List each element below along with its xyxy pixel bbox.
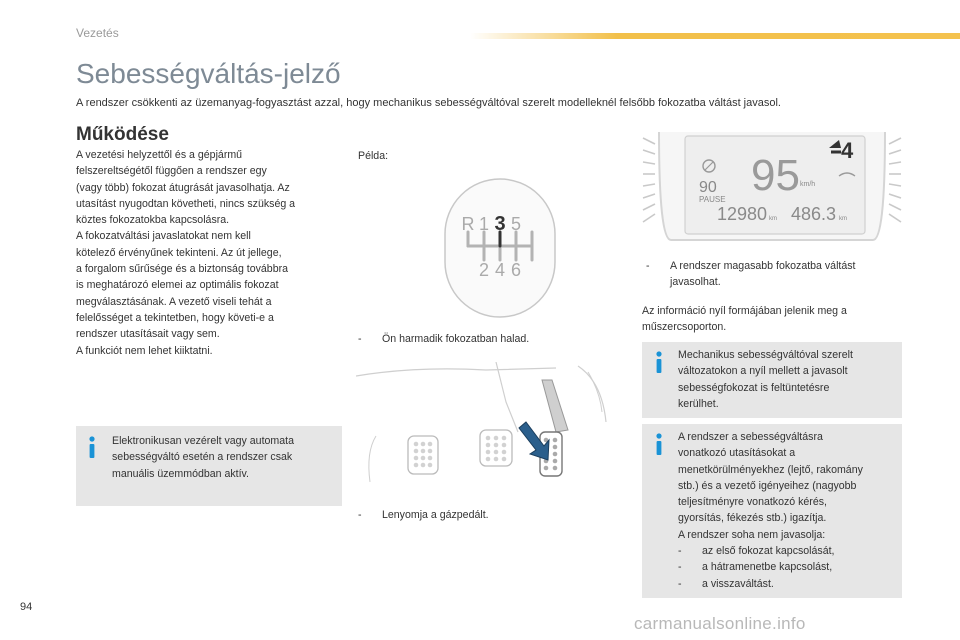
- note-line: manuális üzemmódban aktív.: [112, 467, 249, 480]
- operation-paragraph: [76, 147, 346, 359]
- note-line: Elektronikusan vezérelt vagy automata: [112, 435, 294, 447]
- step-text: - Lenyomja a gázpedált.: [358, 507, 588, 523]
- note-line: vonatkozó utasításokat a: [678, 447, 796, 460]
- paragraph-line: utasítást nyugodtan követheti, nincs szükség a: [76, 197, 296, 210]
- paragraph-line: műszercsoporton.: [642, 321, 727, 334]
- list-item: - az első fokozat kapcsolását,: [678, 543, 902, 559]
- list-item: - a hátramenetbe kapcsolást,: [678, 559, 902, 575]
- note-line: menetkörülményekhez (lejtő, rakomány: [678, 463, 863, 476]
- list-item: - a visszaváltást.: [678, 576, 902, 592]
- paragraph-line: a forgalom sűrűsége és a biztonság továbbra: [76, 263, 289, 276]
- cluster-odometer: 12980: [717, 204, 768, 224]
- note-line: A rendszer a sebességváltásra: [678, 431, 823, 443]
- info-note-automatic: [76, 426, 342, 506]
- gear-label-4: 4: [494, 260, 506, 280]
- gear-label-1: 1: [478, 214, 490, 234]
- paragraph-line: is meghatározó elemei az optimális fokozat: [76, 279, 279, 292]
- paragraph-line: Az információ nyíl formájában jelenik meg a: [642, 305, 847, 317]
- cluster-pause: PAUSE: [699, 195, 726, 204]
- paragraph-line: (vagy több) fokozat átugrását javasolhatja. Az: [76, 181, 290, 194]
- watermark: carmanualsonline.info: [634, 614, 806, 633]
- note-line: teljesítményre vonatkozó kérés,: [678, 496, 827, 509]
- example-step-3: [646, 258, 896, 291]
- gear-label-r: R: [461, 214, 475, 234]
- intro-text: A rendszer csökkenti az üzemanyag-fogyasztást azzal, hogy mechanikus sebességváltóval szerelt modelleknél felsőbb fokozatba váltást javasol.: [76, 97, 781, 109]
- info-icon: [87, 436, 97, 458]
- paragraph-line: A funkciót nem lehet kiiktatni.: [76, 344, 213, 357]
- note-line: stb.) és a vezető igényeihez (nagyobb: [678, 479, 857, 492]
- not-recommended-list: [678, 543, 902, 592]
- cluster-trip-unit: km: [839, 216, 847, 222]
- note-line: Mechanikus sebességváltóval szerelt: [678, 349, 853, 361]
- section-label: Vezetés: [76, 26, 119, 40]
- note-line: A rendszer soha nem javasolja:: [678, 528, 826, 541]
- instrument-cluster-illustration: [641, 128, 903, 249]
- paragraph-line: felszereltségétől függően a rendszer egy: [76, 165, 267, 178]
- info-note-adaptation: [642, 424, 902, 598]
- paragraph-line: köztes fokozatokba kapcsolásra.: [76, 214, 230, 227]
- note-line: gyorsítás, fékezés stb.) igazítja.: [678, 512, 827, 525]
- cluster-gear-indicator: 4: [841, 138, 854, 163]
- step-line: javasolhat.: [670, 276, 721, 289]
- step-text: - Ön harmadik fokozatban halad.: [358, 331, 588, 347]
- info-icon: [654, 351, 664, 373]
- example-label: Példa:: [358, 150, 389, 162]
- cluster-speed-unit: km/h: [800, 181, 816, 188]
- gear-pattern-illustration: [444, 178, 556, 323]
- note-line: változatokon a nyíl mellett a javasolt: [678, 365, 848, 378]
- arrow-info-text: [642, 303, 898, 336]
- note-line: kerülhet.: [678, 397, 719, 410]
- page-number: 94: [20, 601, 33, 613]
- cluster-trip: 486.3: [791, 204, 837, 224]
- paragraph-line: A fokozatváltási javaslatokat nem kell: [76, 230, 251, 243]
- info-note-gear-display: [642, 342, 902, 418]
- section-heading: Működése: [76, 124, 169, 145]
- paragraph-line: felelősséget a tekintetben, hogy követi-e a: [76, 311, 274, 324]
- note-line: sebességváltó esetén a rendszer csak: [112, 451, 293, 464]
- gear-label-2: 2: [478, 260, 490, 280]
- step-text: [646, 258, 896, 291]
- gear-label-5: 5: [510, 214, 522, 234]
- example-step-2: [358, 507, 588, 523]
- paragraph-line: kötelező érvényűnek tekinteni. Az út jellege,: [76, 246, 282, 259]
- note-line: sebességfokozat is feltüntetésre: [678, 381, 830, 394]
- step-line: A rendszer magasabb fokozatba váltást: [670, 260, 856, 272]
- paragraph-line: megválasztásának. A vezető viseli tehát a: [76, 295, 272, 308]
- cluster-small-speed: 90: [699, 179, 717, 196]
- gear-label-3-highlighted: 3: [494, 213, 506, 235]
- example-step-1: [358, 331, 588, 347]
- cluster-speed: 95: [751, 151, 800, 200]
- paragraph-line: rendszer utasításait vagy sem.: [76, 328, 220, 341]
- pedal-illustration: [356, 362, 616, 491]
- info-icon: [654, 433, 664, 455]
- paragraph-line: A vezetési helyzettől és a gépjármű: [76, 149, 243, 161]
- gear-label-6: 6: [510, 260, 522, 280]
- header-accent-line: [470, 33, 960, 39]
- page-title: Sebességváltás-jelző: [76, 58, 341, 89]
- cluster-odometer-unit: km: [769, 216, 777, 222]
